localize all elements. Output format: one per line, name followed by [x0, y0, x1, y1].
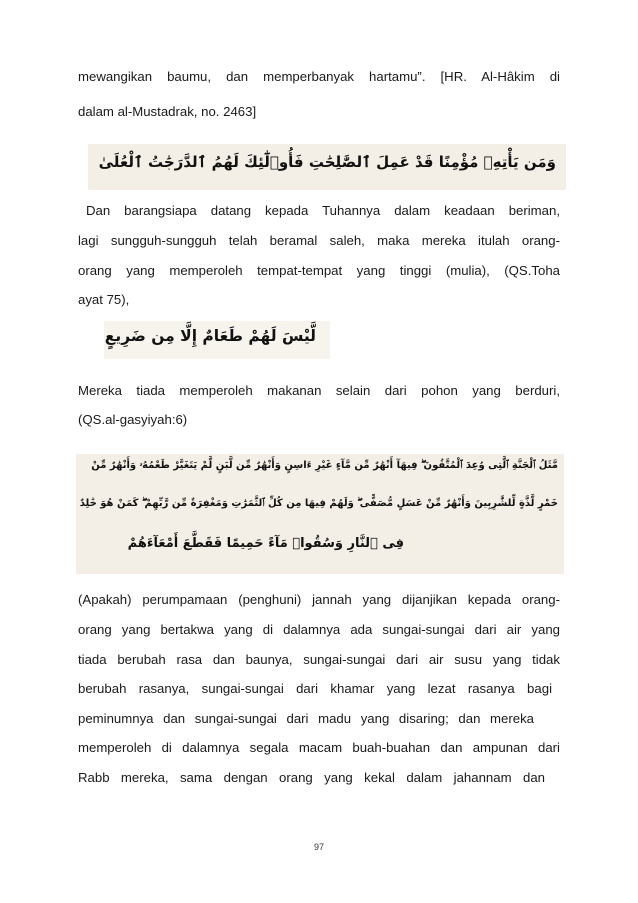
paragraph-4-line-4: berubah rasanya, sungai-sungai dari khamar yang lezat rasanya bagi	[78, 681, 552, 696]
arabic-verse-3-line-3: فِى ٱلنَّارِ وَسُقُوا۟ مَآءً حَمِيمًا فَقَطَّعَ أَمْعَآءَهُمْ	[127, 536, 404, 551]
arabic-verse-2-text: لَّيْسَ لَهُمْ طَعَامٌ إِلَّا مِن ضَرِيعٍ	[104, 327, 316, 345]
arabic-verse-1-text: وَمَن يَأْتِهِۦ مُؤْمِنًا قَدْ عَمِلَ ٱلصَّٰلِحَٰتِ فَأُو۟لَٰٓئِكَ لَهُمُ ٱلدَّرَجَٰتُ ٱلْعُلَىٰ	[98, 153, 556, 171]
page-number: 97	[313, 842, 324, 852]
arabic-verse-3-line-1: مَّثَلُ ٱلْجَنَّةِ ٱلَّتِى وُعِدَ ٱلْمُتَّقُونَ ۖ فِيهَآ أَنْهَٰرٌ مِّن مَّآءٍ غَيْرِ ءَاسِنٍ وَأَنْهَٰرٌ مِّن لَّبَنٍ لَّمْ يَتَغَيَّرْ طَعْمُهُۥ وَأَنْهَٰرٌ مِّنْ	[91, 460, 558, 471]
arabic-verse-3-line-2: خَمْرٍ لَّذَّةٍ لِّلشَّٰرِبِينَ وَأَنْهَٰرٌ مِّنْ عَسَلٍ مُّصَفًّى ۖ وَلَهُمْ فِيهَا مِن كُلِّ ٱلثَّمَرَٰتِ وَمَغْفِرَةٌ مِّن رَّبِّهِمْ ۖ كَمَنْ هُوَ خَٰلِدٌ	[79, 498, 558, 509]
paragraph-4-line-5: peminumnya dan sungai-sungai dari madu yang disaring; dan mereka	[78, 711, 534, 726]
paragraph-3-line-2: (QS.al-gasyiyah:6)	[78, 412, 188, 427]
arabic-verse-1	[88, 144, 566, 190]
paragraph-2-line-1: Dan barangsiapa datang kepada Tuhannya dalam keadaan beriman,	[86, 203, 560, 218]
paragraph-2-line-3: orang yang memperoleh tempat-tempat yang tinggi (mulia), (QS.Toha	[78, 263, 560, 278]
paragraph-1-line-2: dalam al-Mustadrak, no. 2463]	[78, 104, 257, 119]
paragraph-3-line-1: Mereka tiada memperoleh makanan selain dari pohon yang berduri,	[78, 383, 560, 398]
paragraph-4-line-2: orang yang bertakwa yang di dalamnya ada sungai-sungai dari air yang	[78, 622, 560, 637]
arabic-verse-2	[104, 321, 330, 359]
paragraph-4-line-3: tiada berubah rasa dan baunya, sungai-sungai dari air susu yang tidak	[78, 652, 560, 667]
paragraph-4-line-1: (Apakah) perumpamaan (penghuni) jannah yang dijanjikan kepada orang-	[78, 592, 560, 607]
paragraph-1-line-1: mewangikan baumu, dan memperbanyak hartamu”. [HR. Al-Hâkim di	[78, 69, 560, 84]
paragraph-2-line-2: lagi sungguh-sungguh telah beramal saleh, maka mereka itulah orang-	[78, 233, 560, 248]
paragraph-2-line-4: ayat 75),	[78, 292, 130, 307]
paragraph-4-line-6: memperoleh di dalamnya segala macam buah-buahan dan ampunan dari	[78, 740, 560, 755]
arabic-verse-3	[76, 454, 564, 574]
paragraph-4-line-7: Rabb mereka, sama dengan orang yang kekal dalam jahannam dan	[78, 770, 545, 785]
